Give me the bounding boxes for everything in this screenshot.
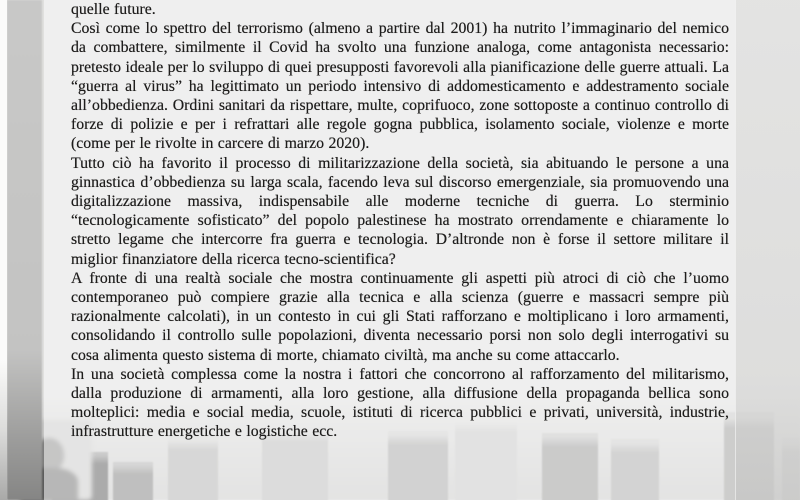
paragraph-societa-complessa: In una società complessa come la nostra i fattori che concorrono al rafforzamento del militarismo, dalla produzione di armamenti, alla loro gestione, alla diffusione della propaganda bellica sono molteplici: media e social media, scuole, istituti di ricerca pubblici e privati, università, industrie, infrastrutture energetiche e logistiche ecc.: [71, 365, 729, 441]
right-margin-band: [735, 0, 800, 500]
text-column: [71, 0, 729, 442]
paragraph-terrorism-covid: Così come lo spettro del terrorismo (almeno a partire dal 2001) ha nutrito l’immaginario del nemico da combattere, similmente il Covid ha svolto una funzione analoga, come antagonista necessario: pretesto ideale per lo sviluppo di quei presupposti favorevoli alla pianificazione delle guerre attuali. La “guerra al virus” ha legittimato un periodo intensivo di addomesticamento e addestramento sociale all’obbedienza. Ordini sanitari da rispettare, multe, coprifuoco, zone sottoposte a continuo controllo di forze di polizie e per i refrattari alle regole gogna pubblica, isolamento sociale, violenze e morte (come per le rivolte in carcere di marzo 2020).: [71, 20, 729, 153]
left-white-edge-strip: [0, 0, 7, 500]
left-margin-band: [7, 0, 42, 500]
paragraph-militarizzazione: Tutto ciò ha favorito il processo di militarizzazione della società, sia abituando le persone a una ginnastica d’obbedienza su larga scala, facendo leva sul discorso emergenziale, sia promuovendo una digitalizzazione massiva, indispensabile alle moderne tecniche di guerra. Lo sterminio “tecnologicamente sofisticato” del popolo palestinese ha mostrato orrendamente e chiaramente lo stretto legame che intercorre fra guerra e tecnologia. D’altronde non è forse il settore militare il miglior finanziatore della ricerca tecno-scientifica?: [71, 154, 729, 268]
paragraph-realta-sociale: A fronte di una realtà sociale che mostra continuamente gli aspetti più atroci di ciò che l’uomo contemporaneo può compiere grazie alla tecnica e alla scienza (guerre e massacri sempre più razionalmente calcolati), in un contesto in cui gli Stati rafforzano e moltiplicano i loro armamenti, consolidando il controllo sulle popolazioni, diventa necessario porsi non solo degli interrogativi su cosa alimenta questo sistema di morte, chiamato civiltà, ma anche su come attaccarlo.: [71, 269, 729, 364]
paragraph-fragment-top: quelle future.: [71, 1, 156, 18]
